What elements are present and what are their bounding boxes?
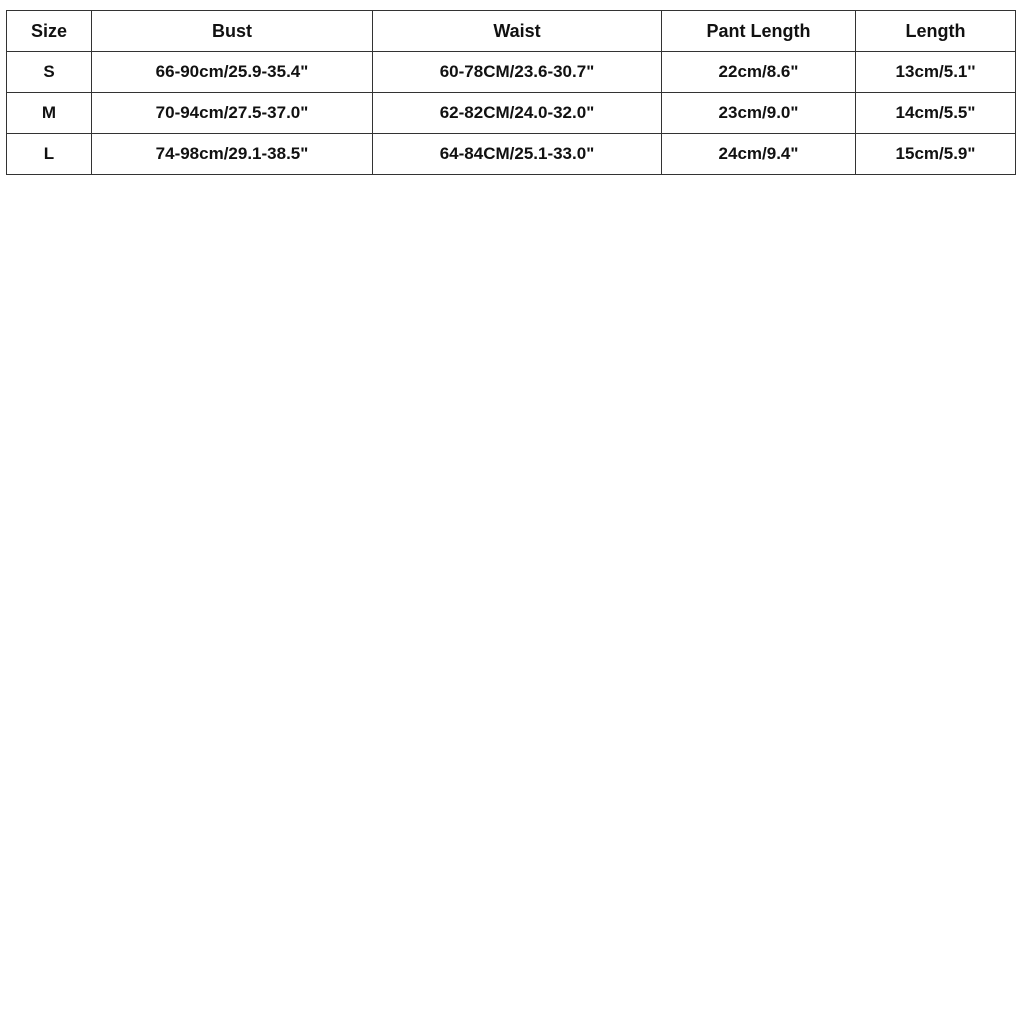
- cell-length: 14cm/5.5": [856, 93, 1016, 134]
- header-waist: Waist: [373, 11, 662, 52]
- cell-waist: 60-78CM/23.6-30.7": [373, 52, 662, 93]
- cell-bust: 74-98cm/29.1-38.5": [92, 134, 373, 175]
- cell-size: S: [7, 52, 92, 93]
- table-row-s: [7, 52, 1016, 93]
- cell-waist: 62-82CM/24.0-32.0": [373, 93, 662, 134]
- cell-size: L: [7, 134, 92, 175]
- cell-bust: 70-94cm/27.5-37.0": [92, 93, 373, 134]
- cell-pant-length: 22cm/8.6": [662, 52, 856, 93]
- header-pant-length: Pant Length: [662, 11, 856, 52]
- table-row-l: [7, 134, 1016, 175]
- cell-length: 13cm/5.1'': [856, 52, 1016, 93]
- size-chart-table: [6, 10, 1016, 175]
- header-bust: Bust: [92, 11, 373, 52]
- cell-size: M: [7, 93, 92, 134]
- header-length: Length: [856, 11, 1016, 52]
- cell-bust: 66-90cm/25.9-35.4": [92, 52, 373, 93]
- cell-pant-length: 24cm/9.4": [662, 134, 856, 175]
- cell-length: 15cm/5.9": [856, 134, 1016, 175]
- table-header-row: [7, 11, 1016, 52]
- header-size: Size: [7, 11, 92, 52]
- cell-pant-length: 23cm/9.0": [662, 93, 856, 134]
- table-row-m: [7, 93, 1016, 134]
- cell-waist: 64-84CM/25.1-33.0": [373, 134, 662, 175]
